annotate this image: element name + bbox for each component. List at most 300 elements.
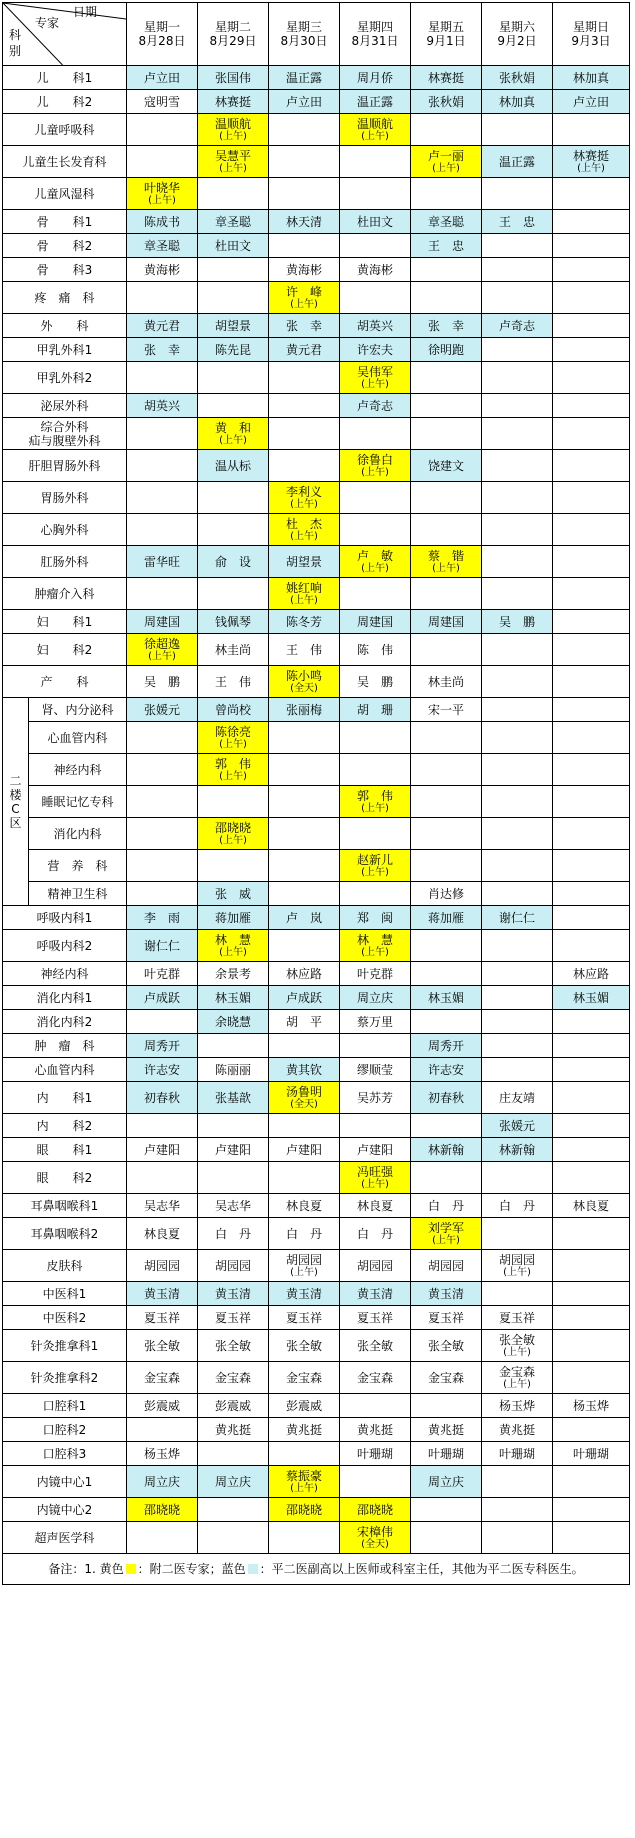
doctor-cell <box>482 986 553 1010</box>
doctor-cell <box>482 1250 553 1282</box>
doctor-cell <box>269 394 340 418</box>
doctor-cell <box>411 1082 482 1114</box>
department-cell <box>3 1394 127 1418</box>
schedule-row <box>3 234 630 258</box>
doctor-cell <box>198 514 269 546</box>
doctor-cell <box>482 1418 553 1442</box>
doctor-name: 白 丹 <box>427 1198 464 1213</box>
doctor-cell <box>411 1010 482 1034</box>
doctor-cell <box>340 314 411 338</box>
doctor-name: 蔡万里 <box>356 1014 393 1029</box>
doctor-cell <box>269 114 340 146</box>
doctor-name: 林玉媚 <box>572 990 609 1005</box>
doctor-cell <box>127 1282 198 1306</box>
doctor-cell <box>127 1362 198 1394</box>
doctor-name: 黄兆挺 <box>285 1422 322 1437</box>
session-note: (上午) <box>290 1483 318 1494</box>
session-note: (上午) <box>503 1347 531 1358</box>
department-cell <box>3 610 127 634</box>
doctor-name: 叶珊瑚 <box>498 1446 535 1461</box>
doctor-cell <box>340 698 411 722</box>
doctor-cell <box>269 546 340 578</box>
doctor-cell <box>482 66 553 90</box>
doctor-cell <box>411 146 482 178</box>
schedule-row <box>3 1282 630 1306</box>
doctor-cell <box>198 578 269 610</box>
doctor-cell <box>127 1498 198 1522</box>
schedule-row <box>3 962 630 986</box>
doctor-cell <box>340 178 411 210</box>
doctor-name: 吴 鹏 <box>356 674 393 689</box>
doctor-cell <box>269 634 340 666</box>
doctor-cell <box>553 1282 630 1306</box>
doctor-cell <box>269 754 340 786</box>
corner-dept-label-2: 别 <box>9 44 22 58</box>
floor-group-char: C <box>11 801 20 816</box>
doctor-name: 蒋加雁 <box>427 910 464 925</box>
doctor-cell <box>340 930 411 962</box>
doctor-cell <box>127 1442 198 1466</box>
department-name: 肛肠外科 <box>40 554 89 569</box>
doctor-cell <box>482 1442 553 1466</box>
doctor-cell <box>553 610 630 634</box>
schedule-row <box>3 546 630 578</box>
weekday: 星期一 <box>143 20 180 34</box>
department-cell <box>3 906 127 930</box>
doctor-cell <box>553 850 630 882</box>
doctor-cell <box>482 1306 553 1330</box>
doctor-cell <box>269 1522 340 1554</box>
doctor-cell <box>553 338 630 362</box>
department-name: 营 养 科 <box>47 858 108 873</box>
doctor-name: 张媛元 <box>143 702 180 717</box>
schedule-row <box>3 666 630 698</box>
doctor-cell <box>411 178 482 210</box>
department-name: 肿 瘤 科 <box>34 1038 95 1053</box>
day-date: 8月28日 <box>138 34 186 48</box>
department-cell <box>3 666 127 698</box>
doctor-cell <box>269 666 340 698</box>
doctor-cell <box>127 1418 198 1442</box>
schedule-row <box>3 1418 630 1442</box>
doctor-cell <box>269 1058 340 1082</box>
doctor-cell <box>411 1362 482 1394</box>
doctor-name: 郑 闽 <box>356 910 393 925</box>
doctor-name: 白 丹 <box>214 1226 251 1241</box>
day-date: 8月30日 <box>280 34 328 48</box>
department-cell <box>3 962 127 986</box>
doctor-name: 彭震威 <box>214 1398 251 1413</box>
doctor-name: 余晓慧 <box>214 1014 251 1029</box>
doctor-cell <box>269 514 340 546</box>
doctor-cell <box>269 1218 340 1250</box>
doctor-cell <box>553 514 630 546</box>
doctor-cell <box>269 1282 340 1306</box>
doctor-cell <box>127 578 198 610</box>
doctor-cell <box>269 314 340 338</box>
doctor-cell <box>553 578 630 610</box>
doctor-cell <box>411 394 482 418</box>
doctor-cell <box>482 722 553 754</box>
doctor-cell <box>482 578 553 610</box>
doctor-cell <box>553 1082 630 1114</box>
doctor-cell <box>411 546 482 578</box>
doctor-cell <box>340 1010 411 1034</box>
doctor-name: 邵晓晓 <box>356 1502 393 1517</box>
doctor-name: 杨玉烨 <box>572 1398 609 1413</box>
schedule-row <box>3 722 630 754</box>
doctor-name: 曾尚校 <box>214 702 251 717</box>
doctor-cell <box>127 698 198 722</box>
doctor-name: 卢成跃 <box>143 990 180 1005</box>
doctor-name: 胡英兴 <box>356 318 393 333</box>
department-cell <box>3 482 127 514</box>
doctor-name: 卢成跃 <box>285 990 322 1005</box>
doctor-name: 林加真 <box>498 94 535 109</box>
schedule-row <box>3 1442 630 1466</box>
doctor-name: 姚红响 <box>285 581 322 595</box>
doctor-cell <box>198 634 269 666</box>
doctor-cell <box>127 114 198 146</box>
schedule-row <box>3 66 630 90</box>
doctor-name: 徐明跑 <box>427 342 464 357</box>
doctor-cell <box>482 1522 553 1554</box>
doctor-name: 林新翰 <box>427 1142 464 1157</box>
doctor-cell <box>553 546 630 578</box>
doctor-cell <box>553 1442 630 1466</box>
doctor-name: 林应路 <box>572 966 609 981</box>
doctor-cell <box>411 722 482 754</box>
doctor-cell <box>127 986 198 1010</box>
schedule-row <box>3 146 630 178</box>
schedule-row <box>3 394 630 418</box>
doctor-cell <box>482 314 553 338</box>
department-cell <box>3 282 127 314</box>
doctor-name: 黄兆挺 <box>498 1422 535 1437</box>
session-note: (上午) <box>219 947 247 958</box>
department-cell <box>3 1138 127 1162</box>
department-cell <box>3 66 127 90</box>
schedule-row <box>3 578 630 610</box>
doctor-name: 卢建阳 <box>356 1142 393 1157</box>
session-note: (上午) <box>503 1267 531 1278</box>
schedule-row <box>3 1082 630 1114</box>
doctor-cell <box>269 90 340 114</box>
doctor-cell <box>127 1114 198 1138</box>
department-name: 口腔科1 <box>42 1398 87 1413</box>
doctor-cell <box>127 482 198 514</box>
doctor-name: 许志安 <box>143 1062 180 1077</box>
department-cell <box>3 930 127 962</box>
doctor-cell <box>127 634 198 666</box>
doctor-cell <box>411 258 482 282</box>
department-cell <box>3 418 127 450</box>
weekday: 星期三 <box>285 20 322 34</box>
doctor-name: 彭震威 <box>285 1398 322 1413</box>
schedule-row <box>3 178 630 210</box>
doctor-name: 郭 伟 <box>356 789 393 803</box>
doctor-name: 胡 珊 <box>356 702 393 717</box>
doctor-name: 林 慧 <box>214 933 251 947</box>
doctor-cell <box>198 1194 269 1218</box>
department-name: 妇 科1 <box>36 614 93 629</box>
doctor-cell <box>411 1034 482 1058</box>
department-cell <box>29 850 127 882</box>
doctor-cell <box>127 234 198 258</box>
doctor-name: 陈成书 <box>143 214 180 229</box>
department-name: 泌尿外科 <box>40 398 89 413</box>
doctor-cell <box>411 1282 482 1306</box>
doctor-cell <box>411 818 482 850</box>
doctor-cell <box>198 450 269 482</box>
doctor-cell <box>553 1034 630 1058</box>
doctor-name: 蔡 锴 <box>427 549 464 563</box>
department-name: 心血管内科 <box>34 1062 95 1077</box>
doctor-cell <box>340 1362 411 1394</box>
doctor-cell <box>198 1330 269 1362</box>
doctor-name: 金宝森 <box>285 1370 322 1385</box>
corner-header <box>3 3 127 66</box>
department-name: 儿 科1 <box>36 70 93 85</box>
schedule-row <box>3 1218 630 1250</box>
session-note: (上午) <box>148 195 176 206</box>
department-name: 睡眠记忆专科 <box>41 794 114 809</box>
doctor-cell <box>127 514 198 546</box>
doctor-name: 胡望景 <box>285 554 322 569</box>
doctor-cell <box>269 986 340 1010</box>
doctor-cell <box>553 698 630 722</box>
doctor-cell <box>269 1362 340 1394</box>
department-name: 内 科1 <box>36 1090 93 1105</box>
doctor-name: 章圣聪 <box>214 214 251 229</box>
doctor-cell <box>482 1282 553 1306</box>
doctor-name: 庄友靖 <box>498 1090 535 1105</box>
department-cell <box>3 450 127 482</box>
doctor-name: 林玉媚 <box>214 990 251 1005</box>
doctor-cell <box>198 1218 269 1250</box>
doctor-cell <box>553 362 630 394</box>
doctor-cell <box>198 146 269 178</box>
doctor-cell <box>482 698 553 722</box>
doctor-cell <box>411 986 482 1010</box>
doctor-name: 林良夏 <box>285 1198 322 1213</box>
doctor-name: 初春秋 <box>427 1090 464 1105</box>
doctor-cell <box>411 850 482 882</box>
doctor-cell <box>482 666 553 698</box>
doctor-cell <box>198 90 269 114</box>
doctor-name: 林天清 <box>285 214 322 229</box>
doctor-cell <box>482 282 553 314</box>
doctor-name: 温从标 <box>214 458 251 473</box>
doctor-name: 黄海彬 <box>285 262 322 277</box>
doctor-cell <box>198 66 269 90</box>
doctor-cell <box>482 1114 553 1138</box>
doctor-cell <box>269 450 340 482</box>
session-note: (上午) <box>219 131 247 142</box>
session-note: (上午) <box>219 739 247 750</box>
doctor-name: 金宝森 <box>498 1365 535 1379</box>
doctor-name: 黄玉清 <box>285 1286 322 1301</box>
schedule-row <box>3 338 630 362</box>
doctor-name: 郭 伟 <box>214 757 251 771</box>
doctor-cell <box>340 818 411 850</box>
schedule-row <box>3 850 630 882</box>
doctor-cell <box>553 962 630 986</box>
doctor-name: 陈徐亮 <box>214 725 251 739</box>
doctor-cell <box>553 394 630 418</box>
doctor-name: 张 幸 <box>143 342 180 357</box>
department-name: 妇 科2 <box>36 642 93 657</box>
department-name: 心胸外科 <box>40 522 89 537</box>
doctor-name: 杜田文 <box>214 238 251 253</box>
doctor-name: 胡英兴 <box>143 398 180 413</box>
session-note: (上午) <box>290 299 318 310</box>
doctor-cell <box>127 1162 198 1194</box>
doctor-cell <box>269 722 340 754</box>
doctor-cell <box>553 210 630 234</box>
doctor-cell <box>340 146 411 178</box>
doctor-cell <box>482 234 553 258</box>
department-name: 疼 痛 科 <box>34 290 95 305</box>
doctor-cell <box>553 234 630 258</box>
doctor-cell <box>553 1194 630 1218</box>
doctor-name: 黄元君 <box>143 318 180 333</box>
doctor-name: 胡 平 <box>285 1014 322 1029</box>
doctor-name: 汤鲁明 <box>285 1085 322 1099</box>
doctor-cell <box>411 90 482 114</box>
doctor-cell <box>340 610 411 634</box>
doctor-cell <box>198 1362 269 1394</box>
doctor-cell <box>198 546 269 578</box>
doctor-name: 夏玉祥 <box>356 1310 393 1325</box>
doctor-cell <box>198 882 269 906</box>
doctor-cell <box>340 906 411 930</box>
doctor-cell <box>482 634 553 666</box>
weekday: 星期日 <box>572 20 609 34</box>
remark-prefix: 备注：1. 黄色 <box>48 1562 124 1576</box>
doctor-cell <box>482 786 553 818</box>
doctor-cell <box>269 818 340 850</box>
day-date: 8月31日 <box>351 34 399 48</box>
doctor-name: 李利义 <box>285 485 322 499</box>
doctor-cell <box>127 66 198 90</box>
doctor-cell <box>269 698 340 722</box>
doctor-name: 谢仁仁 <box>498 910 535 925</box>
department-name: 耳鼻咽喉科2 <box>30 1226 99 1241</box>
department-cell <box>3 546 127 578</box>
doctor-name: 陈先昆 <box>214 342 251 357</box>
doctor-cell <box>482 362 553 394</box>
department-name: 呼吸内科2 <box>36 938 93 953</box>
doctor-cell <box>482 514 553 546</box>
session-note: (上午) <box>290 595 318 606</box>
doctor-cell <box>340 1466 411 1498</box>
doctor-cell <box>411 114 482 146</box>
doctor-cell <box>482 930 553 962</box>
doctor-cell <box>553 722 630 754</box>
doctor-cell <box>198 314 269 338</box>
schedule-row <box>3 1362 630 1394</box>
department-cell <box>29 754 127 786</box>
schedule-row <box>3 514 630 546</box>
doctor-cell <box>340 986 411 1010</box>
doctor-cell <box>198 178 269 210</box>
floor-group-char: 区 <box>9 815 22 830</box>
department-name: 神经内科 <box>53 762 102 777</box>
doctor-cell <box>411 1418 482 1442</box>
doctor-cell <box>411 418 482 450</box>
session-note: (上午) <box>503 1379 531 1390</box>
doctor-cell <box>340 1114 411 1138</box>
doctor-name: 张全敏 <box>285 1338 322 1353</box>
doctor-name: 谢仁仁 <box>143 938 180 953</box>
department-cell <box>29 786 127 818</box>
doctor-cell <box>553 146 630 178</box>
session-note: (上午) <box>290 499 318 510</box>
department-cell <box>3 90 127 114</box>
day-header-0 <box>127 3 198 66</box>
doctor-name: 张全敏 <box>427 1338 464 1353</box>
doctor-cell <box>482 1466 553 1498</box>
doctor-name: 夏玉祥 <box>285 1310 322 1325</box>
session-note: (上午) <box>361 1179 389 1190</box>
doctor-name: 缪顺莹 <box>356 1062 393 1077</box>
doctor-cell <box>198 210 269 234</box>
department-name: 消化内科2 <box>36 1014 93 1029</box>
doctor-name: 许志安 <box>427 1062 464 1077</box>
department-cell <box>3 1250 127 1282</box>
doctor-name: 陈丽丽 <box>214 1062 251 1077</box>
session-note: (上午) <box>577 163 605 174</box>
doctor-cell <box>411 1306 482 1330</box>
day-date: 9月3日 <box>571 34 611 48</box>
doctor-cell <box>198 338 269 362</box>
doctor-cell <box>340 514 411 546</box>
doctor-cell <box>553 1306 630 1330</box>
doctor-name: 胡园园 <box>214 1258 251 1273</box>
doctor-cell <box>127 282 198 314</box>
doctor-cell <box>127 666 198 698</box>
doctor-name: 吴志华 <box>214 1198 251 1213</box>
doctor-cell <box>553 1330 630 1362</box>
schedule-row <box>3 610 630 634</box>
department-cell <box>3 1498 127 1522</box>
weekday: 星期四 <box>356 20 393 34</box>
doctor-cell <box>127 610 198 634</box>
day-header-3 <box>340 3 411 66</box>
doctor-cell <box>198 482 269 514</box>
doctor-cell <box>269 962 340 986</box>
department-name: 内镜中心2 <box>36 1502 93 1517</box>
doctor-name: 黄元君 <box>285 342 322 357</box>
doctor-name: 徐鲁白 <box>356 453 393 467</box>
doctor-cell <box>411 1330 482 1362</box>
doctor-cell <box>269 418 340 450</box>
doctor-name: 杨玉烨 <box>498 1398 535 1413</box>
doctor-cell <box>269 882 340 906</box>
schedule-row <box>3 1010 630 1034</box>
doctor-name: 寇明雪 <box>143 94 180 109</box>
doctor-cell <box>553 986 630 1010</box>
schedule-row <box>3 282 630 314</box>
session-note: (上午) <box>432 563 460 574</box>
doctor-cell <box>482 882 553 906</box>
department-name: 综合外科 <box>40 419 89 434</box>
doctor-name: 蔡振豪 <box>285 1469 322 1483</box>
doctor-cell <box>340 1082 411 1114</box>
doctor-cell <box>411 314 482 338</box>
doctor-name: 卢立田 <box>285 94 322 109</box>
